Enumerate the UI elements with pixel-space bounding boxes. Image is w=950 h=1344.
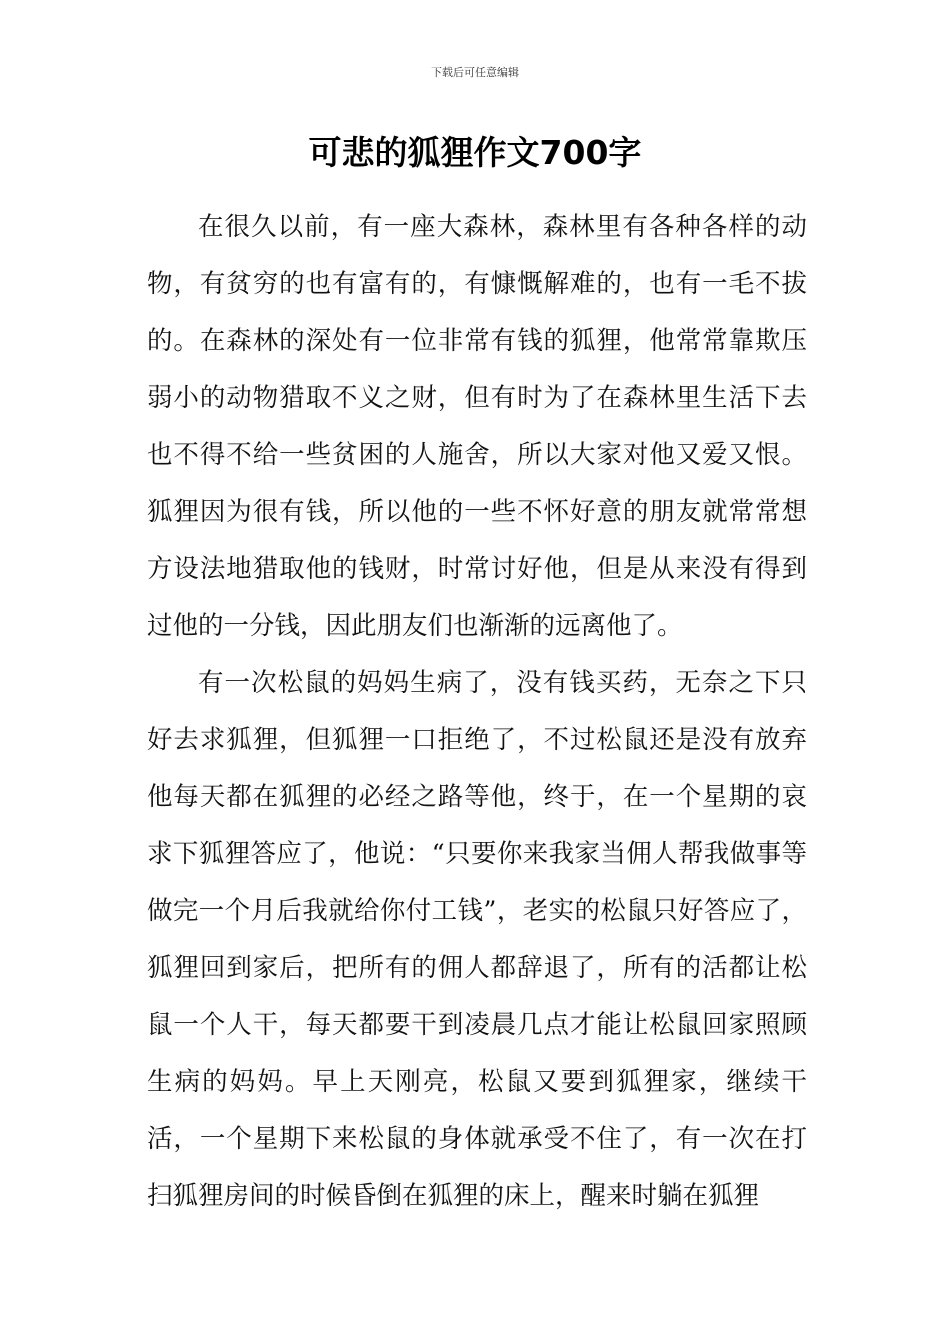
document-body — [147, 199, 807, 1225]
paragraph-2: 有一次松鼠的妈妈生病了，没有钱买药，无奈之下只好去求狐狸，但狐狸一口拒绝了，不过松鼠还是没有放弃他每天都在狐狸的必经之路等他，终于，在一个星期的哀求下狐狸答应了，他说：“只要你来我家当佣人帮我做事等做完一个月后我就给你付工钱”，老实的松鼠只好答应了，狐狸回到家后，把所有的佣人都辞退了，所有的活都让松鼠一个人干，每天都要干到凌晨几点才能让松鼠回家照顾生病的妈妈。早上天刚亮，松鼠又要到狐狸家，继续干活，一个星期下来松鼠的身体就承受不住了，有一次在打扫狐狸房间的时候昏倒在狐狸的床上，醒来时躺在狐狸 — [147, 668, 807, 1211]
paragraph-1: 在很久以前，有一座大森林，森林里有各种各样的动物，有贫穷的也有富有的，有慷慨解难的，也有一毛不拔的。在森林的深处有一位非常有钱的狐狸，他常常靠欺压弱小的动物猎取不义之财，但有时为了在森林里生活下去也不得不给一些贫困的人施舍，所以大家对他又爱又恨。狐狸因为很有钱，所以他的一些不怀好意的朋友就常常想方设法地猎取他的钱财，时常讨好他，但是从来没有得到过他的一分钱，因此朋友们也渐渐的远离他了。 — [147, 212, 807, 641]
header-note: 下载后可任意编辑 — [431, 66, 519, 79]
document-title: 可悲的狐狸作文700字 — [308, 133, 642, 172]
